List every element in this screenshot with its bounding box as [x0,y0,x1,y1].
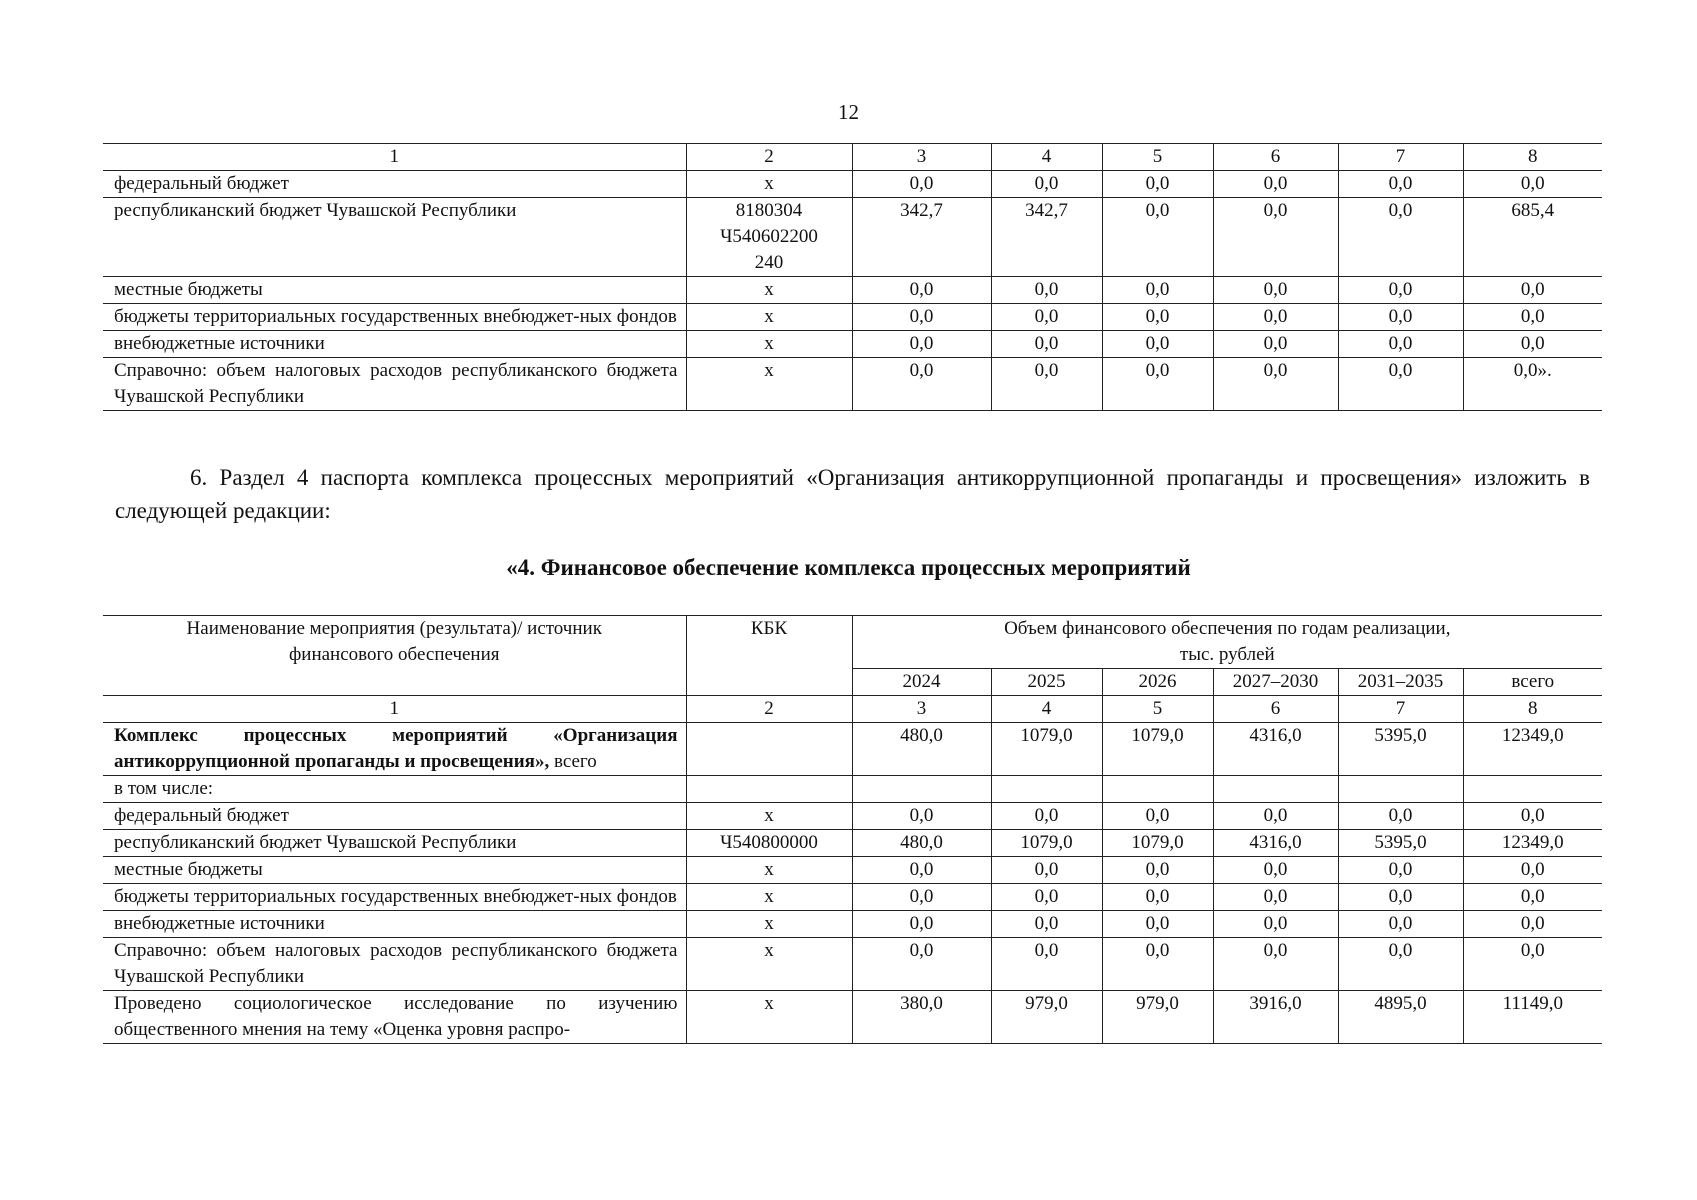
row-value: 0,0 [1102,884,1213,911]
column-number: 2 [686,696,852,723]
table-row [103,830,1602,857]
row-value: 0,0 [991,304,1102,331]
row-value: 0,0 [1102,277,1213,304]
row-value: 0,0 [852,911,991,938]
table-row [103,331,1602,358]
row-value: 0,0 [1213,304,1338,331]
row-value: 0,0 [1338,911,1463,938]
column-number: 4 [991,696,1102,723]
row-kbk: Ч540800000 [686,830,852,857]
row-value: 0,0 [1213,277,1338,304]
row-value: 0,0 [1338,331,1463,358]
row-value: 0,0 [1463,884,1602,911]
financing-table [103,615,1602,1044]
row-kbk: х [686,857,852,884]
row-value: 0,0 [1102,911,1213,938]
row-name: внебюджетные источники [103,331,686,358]
row-value: 0,0 [1338,857,1463,884]
row-value: 4895,0 [1338,991,1463,1044]
row-kbk: х [686,331,852,358]
row-value: 0,0 [1463,857,1602,884]
row-value: 0,0 [1102,857,1213,884]
column-number: 5 [1102,144,1213,171]
row-value: 979,0 [1102,991,1213,1044]
row-value: 0,0 [1463,304,1602,331]
row-value: 0,0 [1102,803,1213,830]
row-value: 0,0 [1102,304,1213,331]
column-number: 7 [1338,696,1463,723]
column-number: 3 [852,696,991,723]
row-value: 3916,0 [1213,991,1338,1044]
table-row [103,803,1602,830]
header-year: 2026 [1102,669,1213,696]
row-kbk: х [686,358,852,411]
page-number: 12 [838,100,859,124]
row-value: 0,0». [1463,358,1602,411]
complex-total-row [103,723,1602,776]
header-year: 2031–2035 [1338,669,1463,696]
row-value: 0,0 [1463,911,1602,938]
complex-value: 1079,0 [991,723,1102,776]
row-name: внебюджетные источники [103,911,686,938]
row-value: 0,0 [991,358,1102,411]
financing-table-continued [103,143,1602,411]
empty-cell [852,776,991,803]
complex-name [103,723,686,776]
row-value: 11149,0 [1463,991,1602,1044]
header-year: 2027–2030 [1213,669,1338,696]
header-year: 2025 [991,669,1102,696]
row-value: 0,0 [1102,198,1213,277]
row-value: 0,0 [1213,331,1338,358]
row-name: федеральный бюджет [103,171,686,198]
row-kbk: х [686,884,852,911]
column-number: 3 [852,144,991,171]
row-value: 0,0 [1463,171,1602,198]
row-value: 12349,0 [1463,830,1602,857]
row-kbk: х [686,911,852,938]
row-value: 0,0 [852,358,991,411]
row-value: 0,0 [1213,857,1338,884]
column-number: 7 [1338,144,1463,171]
row-name: Справочно: объем налоговых расходов республиканского бюджета Чувашской Республики [103,358,686,411]
table-row [103,358,1602,411]
column-number: 4 [991,144,1102,171]
column-number: 1 [103,144,686,171]
complex-name-bold: Комплекс процессных мероприятий «Организация антикоррупционной пропаганды и просвещения», [114,725,678,772]
in-total-label: в том числе: [103,776,686,803]
row-value: 0,0 [852,857,991,884]
header-year: 2024 [852,669,991,696]
complex-kbk [686,723,852,776]
row-name: местные бюджеты [103,277,686,304]
row-value: 0,0 [1213,884,1338,911]
row-value: 0,0 [991,803,1102,830]
table-header-row [103,616,1602,669]
table-row [103,277,1602,304]
column-number: 1 [103,696,686,723]
row-value: 0,0 [1102,331,1213,358]
row-value: 0,0 [1338,171,1463,198]
row-value: 480,0 [852,830,991,857]
complex-value: 4316,0 [1213,723,1338,776]
amendment-paragraph: 6. Раздел 4 паспорта комплекса процессных мероприятий «Организация антикоррупционной пропаганды и просвещения» изложить в следующей редакции: [115,465,1590,523]
header-name-column: Наименование мероприятия (результата)/ источник финансового обеспечения [103,616,686,696]
row-value: 0,0 [852,803,991,830]
row-name: республиканский бюджет Чувашской Республики [103,198,686,277]
in-total-row [103,776,1602,803]
complex-value: 5395,0 [1338,723,1463,776]
row-kbk: х [686,938,852,991]
row-value: 0,0 [1463,938,1602,991]
row-value: 0,0 [991,884,1102,911]
empty-cell [1338,776,1463,803]
row-name: республиканский бюджет Чувашской Республики [103,830,686,857]
row-value: 0,0 [852,171,991,198]
row-value: 380,0 [852,991,991,1044]
column-number: 8 [1463,696,1602,723]
row-value: 0,0 [991,331,1102,358]
row-name: Проведено социологическое исследование по изучению общественного мнения на тему «Оценка уровня распро- [103,991,686,1044]
row-value: 979,0 [991,991,1102,1044]
row-value: 0,0 [1338,304,1463,331]
row-value: 0,0 [1213,803,1338,830]
row-value: 1079,0 [1102,830,1213,857]
complex-value: 12349,0 [1463,723,1602,776]
row-value: 0,0 [1338,803,1463,830]
row-value: 0,0 [991,911,1102,938]
complex-value: 480,0 [852,723,991,776]
row-kbk: х [686,171,852,198]
header-year: всего [1463,669,1602,696]
row-value: 0,0 [1463,331,1602,358]
row-value: 5395,0 [1338,830,1463,857]
row-value: 0,0 [1213,198,1338,277]
row-value: 0,0 [1213,358,1338,411]
header-volume-column: Объем финансового обеспечения по годам реализации, тыс. рублей [852,616,1602,669]
column-number: 6 [1213,696,1338,723]
row-value: 342,7 [991,198,1102,277]
row-value: 0,0 [852,884,991,911]
row-value: 0,0 [1463,277,1602,304]
row-value: 0,0 [991,277,1102,304]
row-value: 0,0 [991,938,1102,991]
column-number-row [103,696,1602,723]
row-value: 0,0 [1338,938,1463,991]
row-kbk: 8180304 Ч540602200 240 [686,198,852,277]
row-name: Справочно: объем налоговых расходов республиканского бюджета Чувашской Республики [103,938,686,991]
row-value: 0,0 [1338,884,1463,911]
row-value: 0,0 [1213,911,1338,938]
column-number: 6 [1213,144,1338,171]
row-value: 4316,0 [1213,830,1338,857]
header-kbk-column: КБК [686,616,852,696]
column-number: 5 [1102,696,1213,723]
column-number: 2 [686,144,852,171]
empty-cell [686,776,852,803]
row-value: 685,4 [1463,198,1602,277]
complex-value: 1079,0 [1102,723,1213,776]
table-row [103,884,1602,911]
row-name: местные бюджеты [103,857,686,884]
table-row [103,911,1602,938]
row-value: 0,0 [852,938,991,991]
row-value: 0,0 [852,331,991,358]
table-row [103,171,1602,198]
empty-cell [991,776,1102,803]
row-value: 1079,0 [991,830,1102,857]
section-title: «4. Финансовое обеспечение комплекса процессных мероприятий [506,555,1191,580]
row-name: федеральный бюджет [103,803,686,830]
table-row [103,938,1602,991]
row-name: бюджеты территориальных государственных внебюджет-ных фондов [103,304,686,331]
row-value: 0,0 [1102,358,1213,411]
row-value: 0,0 [1102,171,1213,198]
row-value: 0,0 [991,171,1102,198]
row-value: 0,0 [1213,171,1338,198]
column-number-row [103,144,1602,171]
row-kbk: х [686,991,852,1044]
row-name: бюджеты территориальных государственных внебюджет-ных фондов [103,884,686,911]
table-row [103,304,1602,331]
row-value: 0,0 [1213,938,1338,991]
empty-cell [1463,776,1602,803]
row-kbk: х [686,803,852,830]
row-kbk: х [686,277,852,304]
table-row [103,857,1602,884]
column-number: 8 [1463,144,1602,171]
row-value: 0,0 [1338,198,1463,277]
row-value: 0,0 [991,857,1102,884]
row-value: 0,0 [852,304,991,331]
empty-cell [1213,776,1338,803]
row-kbk: х [686,304,852,331]
row-value: 0,0 [1102,938,1213,991]
row-value: 0,0 [1463,803,1602,830]
complex-name-tail: всего [549,751,597,772]
table-row [103,198,1602,277]
row-value: 0,0 [1338,358,1463,411]
row-value: 342,7 [852,198,991,277]
row-value: 0,0 [852,277,991,304]
table-row [103,991,1602,1044]
empty-cell [1102,776,1213,803]
row-value: 0,0 [1338,277,1463,304]
